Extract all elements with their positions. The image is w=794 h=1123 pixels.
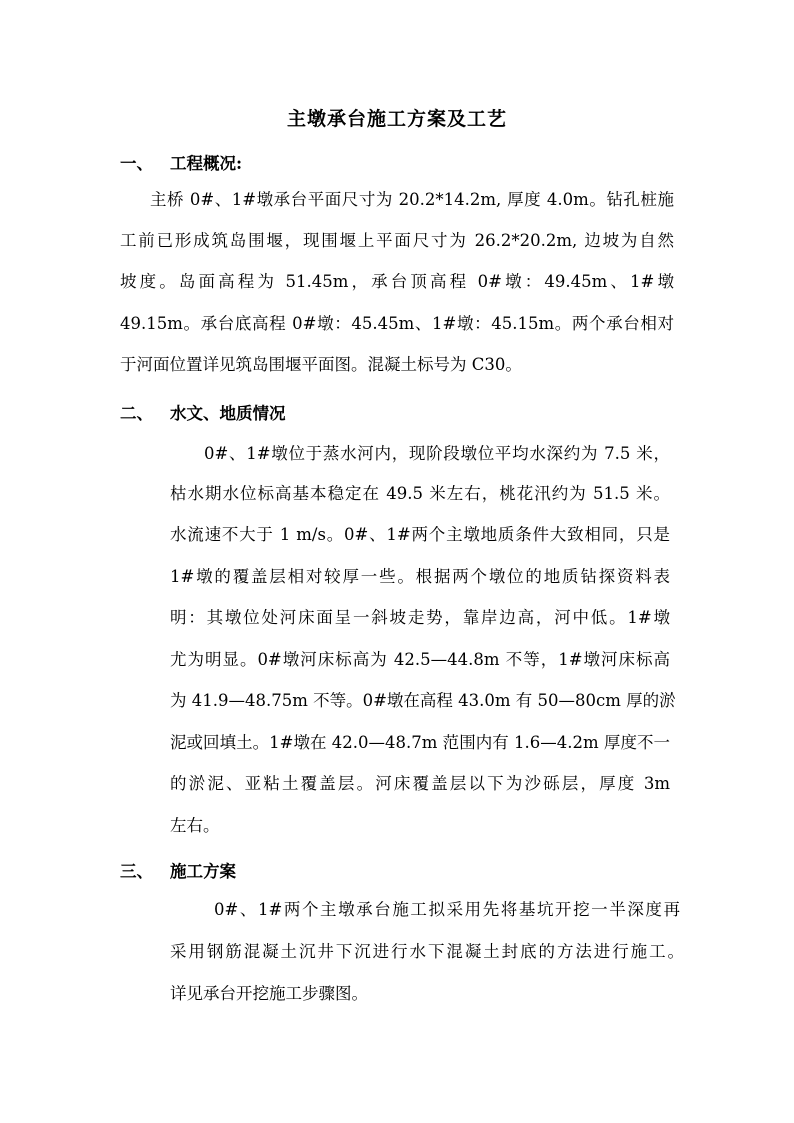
document-title: 主墩承台施工方案及工艺: [286, 108, 507, 130]
section-2-title: 水文、地质情况: [170, 404, 286, 423]
section-1-line: 主桥 0#、1#墩承台平面尺寸为 20.2*14.2m, 厚度 4.0m。钻孔桩施: [150, 190, 674, 209]
section-2-line: 1#墩的覆盖层相对较厚一些。根据两个墩位的地质钻探资料表: [170, 567, 670, 586]
section-3-line: 采用钢筋混凝土沉井下沉进行水下混凝土封底的方法进行施工。: [170, 942, 684, 961]
section-2-line: 水流速不大于 1 m/s。0#、1#两个主墩地质条件大致相同，只是: [170, 525, 670, 544]
section-1-title: 工程概况:: [170, 154, 243, 173]
section-2-line: 0#、1#墩位于蒸水河内，现阶段墩位平均水深约为 7.5 米，: [204, 444, 670, 463]
section-1-number: 一、: [120, 154, 153, 173]
section-3-title: 施工方案: [170, 862, 236, 881]
section-3-line: 0#、1#两个主墩承台施工拟采用先将基坑开挖一半深度再: [214, 900, 680, 919]
section-1-line: 工前已形成筑岛围堰，现围堰上平面尺寸为 26.2*20.2m, 边坡为自然: [120, 231, 674, 250]
section-1-line: 坡度。岛面高程为 51.45m，承台顶高程 0#墩：49.45m、1#墩: [120, 272, 674, 291]
section-2-line: 枯水期水位标高基本稳定在 49.5 米左右，桃花汛约为 51.5 米。: [170, 484, 670, 503]
section-2-line: 左右。: [170, 816, 220, 835]
section-2-line: 尤为明显。0#墩河床标高为 42.5—44.8m 不等，1#墩河床标高: [170, 650, 670, 669]
section-2-line: 明：其墩位处河床面呈一斜坡走势，靠岸边高，河中低。1#墩: [170, 608, 670, 627]
section-2-line: 泥或回填土。1#墩在 42.0—48.7m 范围内有 1.6—4.2m 厚度不一: [170, 733, 670, 752]
section-3-line: 详见承台开挖施工步骤图。: [170, 984, 368, 1003]
section-1-line: 49.15m。承台底高程 0#墩：45.45m、1#墩：45.15m。两个承台相对: [120, 314, 674, 333]
section-3-number: 三、: [120, 862, 153, 881]
section-3-heading: [120, 858, 236, 882]
section-2-heading: [120, 400, 286, 424]
section-2-number: 二、: [120, 404, 153, 423]
section-1-line: 于河面位置详见筑岛围堰平面图。混凝土标号为 C30。: [120, 355, 522, 374]
section-2-line: 为 41.9—48.75m 不等。0#墩在高程 43.0m 有 50—80cm 厚的淤: [170, 691, 676, 710]
section-2-line: 的淤泥、亚粘土覆盖层。河床覆盖层以下为沙砾层，厚度 3m: [170, 774, 670, 793]
section-1-heading: [120, 150, 242, 174]
